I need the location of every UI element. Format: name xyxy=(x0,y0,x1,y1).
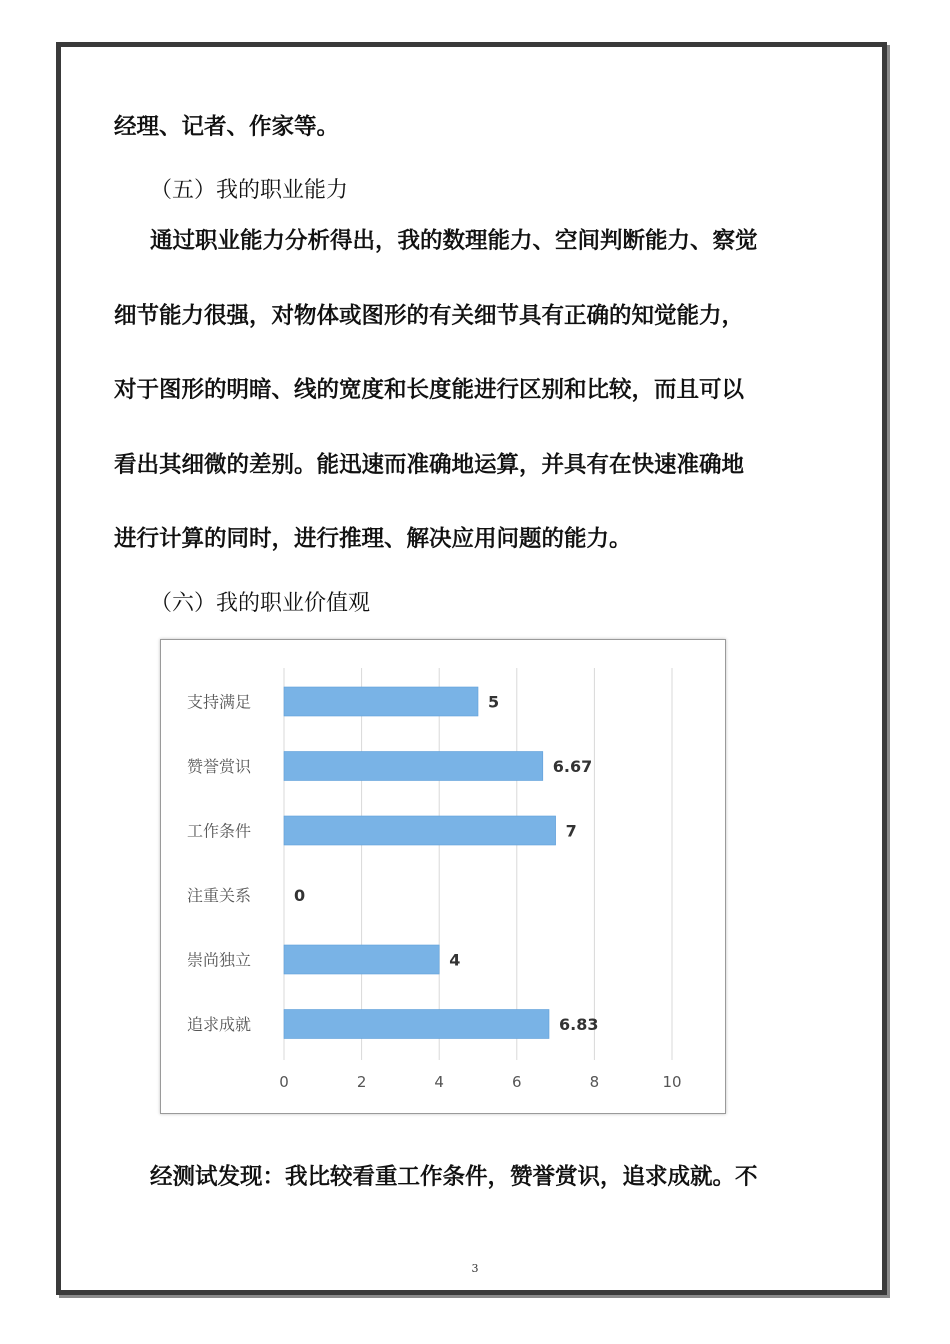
bar-0 xyxy=(284,687,478,716)
category-label: 赞誉赏识 xyxy=(187,757,252,776)
bar-chart-svg xyxy=(161,640,727,1115)
text-line-7: 经测试发现：我比较看重工作条件，赞誉赏识，追求成就。不 xyxy=(150,1164,758,1190)
x-tick-label: 2 xyxy=(356,1073,367,1091)
category-label: 支持满足 xyxy=(187,692,252,712)
text-line-4: 对于图形的明暗、线的宽度和长度能进行区别和比较，而且可以 xyxy=(114,377,745,403)
text-line-1: 经理、记者、作家等。 xyxy=(114,114,340,140)
bar-4 xyxy=(284,945,439,974)
value-label: 4 xyxy=(449,950,461,970)
category-label: 崇尚独立 xyxy=(187,950,252,970)
value-label: 5 xyxy=(488,692,500,712)
text-line-3: 细节能力很强，对物体或图形的有关细节具有正确的知觉能力， xyxy=(114,303,745,329)
text-line-5: 看出其细微的差别。能迅速而准确地运算，并具有在快速准确地 xyxy=(114,452,745,478)
value-label: 0 xyxy=(294,886,306,905)
bar-5 xyxy=(284,1010,549,1039)
text-line-2: 通过职业能力分析得出，我的数理能力、空间判断能力、察觉 xyxy=(150,228,758,254)
section-heading-5: （五）我的职业能力 xyxy=(150,178,349,203)
category-label: 工作条件 xyxy=(187,821,252,841)
page-number: 3 xyxy=(471,1262,479,1275)
value-label: 6.67 xyxy=(552,757,593,776)
values-bar-chart xyxy=(160,639,726,1114)
category-label: 追求成就 xyxy=(187,1015,252,1034)
bar-2 xyxy=(284,816,556,845)
section-heading-6: （六）我的职业价值观 xyxy=(150,591,371,616)
x-tick-label: 4 xyxy=(434,1073,444,1091)
x-tick-label: 6 xyxy=(512,1073,522,1091)
x-tick-label: 8 xyxy=(589,1073,600,1091)
text-line-6: 进行计算的同时，进行推理、解决应用问题的能力。 xyxy=(114,526,632,552)
category-label: 注重关系 xyxy=(187,886,252,905)
x-tick-label: 0 xyxy=(279,1073,289,1091)
value-label: 7 xyxy=(565,821,577,841)
value-label: 6.83 xyxy=(559,1015,599,1034)
x-tick-label: 10 xyxy=(662,1073,682,1091)
bar-1 xyxy=(284,752,543,781)
